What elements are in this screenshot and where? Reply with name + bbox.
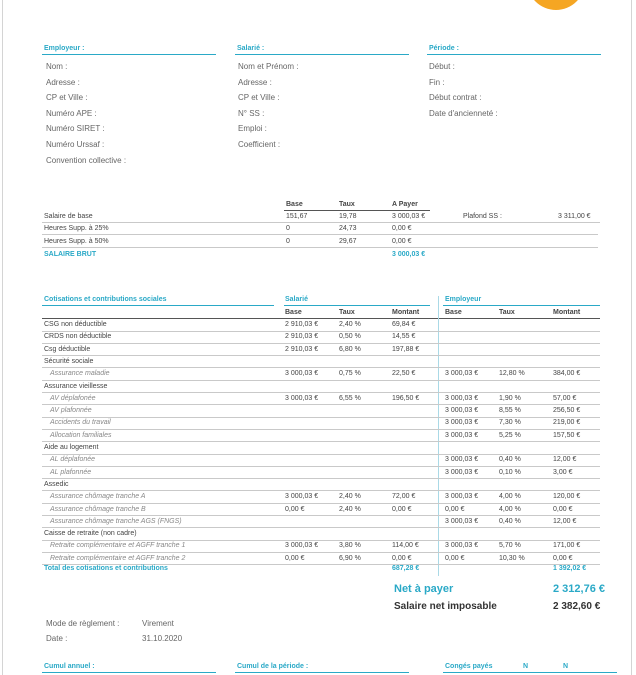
imposable-label: Salaire net imposable [394, 601, 497, 612]
contrib-row-rule [42, 380, 600, 381]
contrib-row-label: AL déplafonée [50, 456, 96, 464]
employer-field: Adresse : [46, 78, 80, 87]
contrib-row-st: 2,40 % [339, 321, 361, 328]
contrib-divider [438, 296, 439, 576]
contrib-row-eb: 3 000,03 € [445, 370, 479, 378]
contrib-row-st: 6,80 % [339, 345, 361, 353]
conges-underline [443, 672, 617, 673]
contrib-row-rule [42, 392, 600, 393]
employee-field: Nom et Prénom : [238, 62, 298, 71]
contrib-row-sm: 72,00 € [392, 493, 416, 501]
contrib-row-label: Assurance chômage tranche A [50, 493, 146, 501]
contrib-row-label: Sécurité sociale [44, 357, 94, 365]
contrib-row-eb: 3 000,03 € [445, 542, 479, 550]
salary-row-taux: 19,78 [339, 213, 357, 220]
employer-field: Convention collective : [46, 156, 126, 165]
employee-field: Adresse : [238, 78, 272, 87]
contrib-row-eb: 3 000,03 € [445, 394, 479, 402]
salary-row-base: 0 [286, 237, 290, 245]
total-label: Total des cotisations et contributions [44, 565, 168, 572]
period-field: Fin : [429, 78, 445, 87]
contrib-col-header: Base [285, 309, 302, 316]
contrib-row-sm: 197,88 € [392, 345, 420, 353]
contrib-row-rule [42, 490, 600, 491]
plafond-rule [440, 222, 600, 223]
contrib-row-rule [42, 355, 600, 356]
page-edge-right [631, 0, 632, 675]
salary-row-label: Heures Supp. à 25% [44, 225, 109, 233]
payment-date-label: Date : [46, 634, 68, 643]
salarie-group-label: Salarié [285, 296, 308, 303]
contrib-row-st: 2,40 % [339, 493, 361, 501]
logo-circle [527, 0, 585, 10]
contrib-row-label: Assurance chômage tranche B [50, 505, 146, 513]
imposable-value: 2 382,60 € [553, 601, 601, 612]
contrib-row-em: 12,00 € [553, 517, 577, 525]
contrib-row-eb: 3 000,03 € [445, 517, 479, 525]
contrib-row-et: 0,40 % [499, 456, 521, 464]
contrib-row-st: 2,40 % [339, 505, 361, 513]
employer-field: Nom : [46, 62, 67, 71]
contrib-header-rule [42, 318, 600, 319]
contrib-col-header: Montant [392, 309, 420, 316]
contrib-row-st: 0,75 % [339, 370, 361, 378]
employer-field: Numéro Urssaf : [46, 140, 104, 149]
page-edge-left [2, 0, 3, 675]
employeur-group-underline [443, 305, 600, 306]
contrib-row-em: 384,00 € [553, 370, 581, 378]
contrib-row-st: 3,80 % [339, 542, 361, 550]
contrib-row-em: 0,00 € [553, 554, 573, 562]
salary-header-rule [284, 210, 430, 211]
employee-field: Coefficient : [238, 140, 280, 149]
contrib-row-em: 120,00 € [553, 493, 581, 501]
contrib-row-rule [42, 552, 600, 553]
employee-field: CP et Ville : [238, 93, 280, 102]
salary-row-rule [42, 234, 598, 235]
contrib-row-rule [42, 417, 600, 418]
contrib-row-sb: 3 000,03 € [285, 370, 319, 378]
contrib-row-st: 6,55 % [339, 394, 361, 402]
period-field: Date d'ancienneté : [429, 109, 498, 118]
contrib-row-em: 3,00 € [553, 468, 573, 476]
contrib-row-label: Allocation familiales [50, 431, 112, 439]
period-field: Début contrat : [429, 93, 481, 102]
contrib-row-rule [42, 367, 600, 368]
contrib-row-eb: 3 000,03 € [445, 419, 479, 427]
contrib-row-rule [42, 527, 600, 528]
salary-row-base: 151,67 [286, 213, 308, 220]
net-value: 2 312,76 € [553, 583, 605, 595]
contrib-col-header: Base [445, 309, 462, 316]
contrib-row-et: 10,30 % [499, 554, 525, 562]
contrib-row-sm: 0,00 € [392, 505, 412, 513]
contrib-row-label: Accidents du travail [50, 419, 111, 427]
cumul-periode-title: Cumul de la période : [237, 663, 309, 670]
contrib-row-em: 57,00 € [553, 394, 577, 402]
contrib-row-sm: 196,50 € [392, 394, 420, 402]
contrib-title: Cotisations et contributions sociales [44, 296, 167, 303]
salary-row-label: Salaire de base [44, 213, 93, 220]
contrib-row-em: 157,50 € [553, 431, 581, 439]
contrib-row-et: 5,70 % [499, 542, 521, 550]
salary-header-base: Base [286, 201, 303, 208]
contrib-row-label: Retraite complémentaire et AGFF tranche 1 [50, 542, 186, 550]
period-title: Période : [429, 45, 459, 52]
contrib-row-label: Retraite complémentaire et AGFF tranche 2 [50, 554, 186, 562]
contrib-row-et: 1,90 % [499, 394, 521, 402]
contrib-row-sb: 2 910,03 € [285, 345, 319, 353]
contrib-row-rule [42, 404, 600, 405]
contrib-row-rule [42, 478, 600, 479]
contrib-row-label: AV plafonnée [50, 407, 92, 415]
salary-row-payer: 0,00 € [392, 237, 412, 245]
conges-n-2: N [563, 663, 569, 670]
net-label: Net à payer [394, 583, 454, 595]
contrib-row-sb: 2 910,03 € [285, 321, 319, 328]
contrib-row-et: 5,25 % [499, 431, 521, 439]
contrib-row-et: 12,80 % [499, 370, 525, 378]
employee-underline [235, 54, 409, 55]
contrib-row-rule [42, 515, 600, 516]
contrib-row-label: Assedic [44, 480, 69, 488]
contrib-row-eb: 3 000,03 € [445, 468, 479, 476]
contrib-row-eb: 3 000,03 € [445, 493, 479, 501]
contrib-row-et: 0,40 % [499, 517, 521, 525]
contrib-row-et: 7,30 % [499, 419, 521, 427]
employer-field: CP et Ville : [46, 93, 88, 102]
contrib-row-sb: 0,00 € [285, 505, 305, 513]
salary-header-taux: Taux [339, 201, 355, 208]
contrib-row-sb: 0,00 € [285, 554, 305, 562]
contrib-row-label: Assurance maladie [50, 370, 110, 378]
employeur-group-label: Employeur [445, 296, 482, 303]
salary-row-payer: 0,00 € [392, 225, 412, 233]
contrib-row-sm: 69,84 € [392, 321, 416, 328]
cumul-periode-underline [235, 672, 409, 673]
payment-mode-label: Mode de règlement : [46, 619, 120, 628]
contrib-row-st: 0,50 % [339, 333, 361, 341]
employee-field: N° SS : [238, 109, 264, 118]
period-underline [427, 54, 601, 55]
contrib-row-et: 4,00 % [499, 505, 521, 513]
contrib-row-rule [42, 343, 600, 344]
payment-date-value: 31.10.2020 [142, 634, 183, 643]
contrib-row-label: Csg déductible [44, 345, 91, 353]
contrib-row-eb: 3 000,03 € [445, 456, 479, 464]
contrib-row-sb: 3 000,03 € [285, 542, 319, 550]
contrib-row-em: 0,00 € [553, 505, 573, 513]
contrib-row-label: Assurance chômage tranche AGS (FNGS) [50, 517, 182, 525]
contrib-row-et: 8,55 % [499, 407, 521, 415]
contrib-row-st: 6,90 % [339, 554, 361, 562]
brut-value: 3 000,03 € [392, 251, 426, 258]
contrib-row-eb: 3 000,03 € [445, 407, 479, 415]
salary-row-payer: 3 000,03 € [392, 213, 426, 220]
contrib-row-sm: 14,55 € [392, 333, 416, 341]
contrib-title-underline [42, 305, 274, 306]
salary-header-payer: A Payer [392, 201, 418, 208]
total-salarie: 687,28 € [392, 565, 420, 572]
contrib-row-em: 256,50 € [553, 407, 581, 415]
employee-title: Salarié : [237, 45, 265, 52]
contrib-row-em: 12,00 € [553, 456, 577, 464]
total-employeur: 1 392,02 € [553, 565, 587, 572]
contrib-row-label: AV déplafonée [50, 394, 96, 402]
plafond-label: Plafond SS : [463, 213, 502, 220]
contrib-row-em: 171,00 € [553, 542, 581, 550]
salary-row-base: 0 [286, 225, 290, 233]
employer-field: Numéro APE : [46, 109, 97, 118]
contrib-col-header: Taux [499, 309, 515, 316]
contrib-row-eb: 0,00 € [445, 505, 465, 513]
contrib-row-rule [42, 441, 600, 442]
employer-field: Numéro SIRET : [46, 124, 105, 133]
contrib-row-label: CSG non déductible [44, 321, 107, 328]
contrib-row-sm: 0,00 € [392, 554, 412, 562]
contrib-row-label: CRDS non déductible [44, 333, 112, 341]
salary-row-taux: 24,73 [339, 225, 357, 233]
contrib-row-eb: 0,00 € [445, 554, 465, 562]
contrib-row-sb: 2 910,03 € [285, 333, 319, 341]
contrib-row-rule [42, 454, 600, 455]
salary-row-taux: 29,67 [339, 237, 357, 245]
plafond-value: 3 311,00 € [558, 213, 591, 220]
period-field: Début : [429, 62, 455, 71]
employer-title: Employeur : [44, 45, 85, 52]
contrib-row-rule [42, 503, 600, 504]
salarie-group-underline [284, 305, 430, 306]
salary-row-rule [42, 247, 598, 248]
contrib-col-header: Montant [553, 309, 581, 316]
conges-title: Congés payés [445, 663, 493, 670]
cumul-annuel-underline [42, 672, 216, 673]
employee-field: Emploi : [238, 124, 267, 133]
contrib-row-sm: 114,00 € [392, 542, 419, 550]
contrib-row-eb: 3 000,03 € [445, 431, 479, 439]
contrib-row-rule [42, 540, 600, 541]
contrib-row-sb: 3 000,03 € [285, 394, 319, 402]
contrib-row-rule [42, 466, 600, 467]
contrib-row-sb: 3 000,03 € [285, 493, 319, 501]
contrib-row-label: Aide au logement [44, 444, 99, 451]
payment-mode-value: Virement [142, 619, 174, 628]
cumul-annuel-title: Cumul annuel : [44, 663, 95, 670]
contrib-row-label: Caisse de retraite (non cadre) [44, 530, 137, 538]
contrib-row-et: 4,00 % [499, 493, 521, 501]
contrib-row-rule [42, 331, 600, 332]
contrib-col-header: Taux [339, 309, 355, 316]
contrib-row-label: AL plafonnée [50, 468, 92, 476]
conges-n-1: N [523, 663, 529, 670]
contrib-row-label: Assurance vieillesse [44, 382, 108, 390]
brut-label: SALAIRE BRUT [44, 251, 97, 258]
contrib-row-rule [42, 429, 600, 430]
employer-underline [42, 54, 216, 55]
contrib-row-sm: 22,50 € [392, 370, 416, 378]
contrib-row-et: 0,10 % [499, 468, 521, 476]
salary-row-label: Heures Supp. à 50% [44, 237, 109, 245]
contrib-row-em: 219,00 € [553, 419, 581, 427]
